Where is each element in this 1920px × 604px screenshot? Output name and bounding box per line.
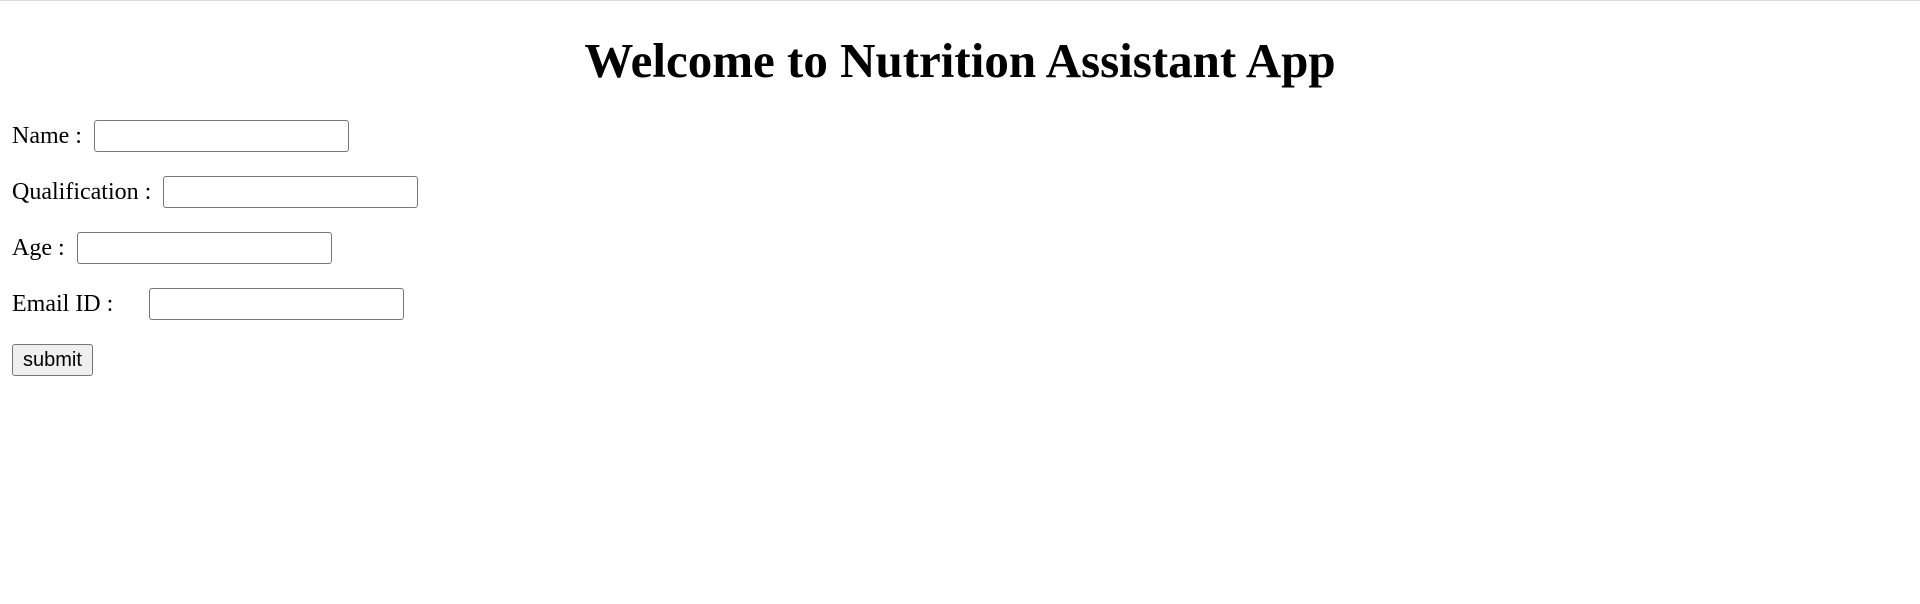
name-input[interactable]	[94, 120, 349, 152]
email-label: Email ID :	[12, 290, 120, 317]
qualification-row	[12, 176, 418, 208]
qualification-label: Qualification :	[12, 178, 158, 205]
age-label: Age :	[12, 234, 71, 261]
email-input[interactable]	[149, 288, 404, 320]
email-row	[12, 288, 404, 320]
name-label: Name :	[12, 122, 88, 149]
page-title: Welcome to Nutrition Assistant App	[584, 33, 1336, 88]
top-divider	[0, 0, 1920, 1]
submit-button[interactable]: submit	[12, 344, 93, 376]
age-row	[12, 232, 332, 264]
qualification-input[interactable]	[163, 176, 418, 208]
age-input[interactable]	[77, 232, 332, 264]
name-row	[12, 120, 349, 152]
